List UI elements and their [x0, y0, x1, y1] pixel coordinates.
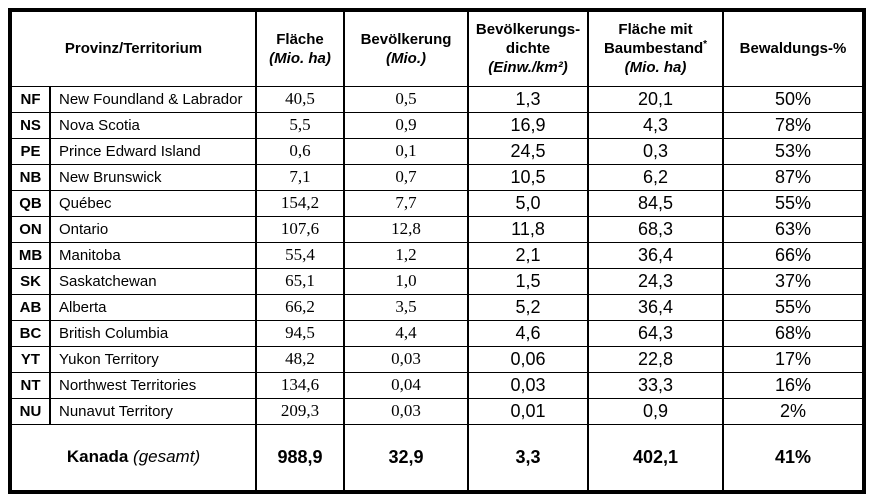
canada-forest-table	[8, 8, 866, 494]
province-name: Prince Edward Island	[50, 138, 256, 164]
forest-pct-value: 87%	[723, 164, 864, 190]
area-value: 94,5	[256, 320, 344, 346]
forest-pct-value: 63%	[723, 216, 864, 242]
population-value: 0,03	[344, 398, 468, 424]
header-row	[10, 10, 864, 86]
province-code: YT	[10, 346, 50, 372]
forest-pct-value: 37%	[723, 268, 864, 294]
forest-pct-value: 68%	[723, 320, 864, 346]
footnote-asterisk: *	[703, 39, 708, 51]
province-code: MB	[10, 242, 50, 268]
area-value: 209,3	[256, 398, 344, 424]
province-name: Manitoba	[50, 242, 256, 268]
forest-area-value: 20,1	[588, 86, 723, 112]
population-value: 0,5	[344, 86, 468, 112]
density-value: 2,1	[468, 242, 588, 268]
province-name: Nunavut Territory	[50, 398, 256, 424]
province-code: ON	[10, 216, 50, 242]
forest-area-value: 6,2	[588, 164, 723, 190]
density-value: 0,03	[468, 372, 588, 398]
province-code: NF	[10, 86, 50, 112]
population-value: 0,9	[344, 112, 468, 138]
col-header-population: Bevölkerung (Mio.)	[344, 10, 468, 86]
population-value: 7,7	[344, 190, 468, 216]
forest-pct-value: 78%	[723, 112, 864, 138]
table-row	[10, 112, 864, 138]
table-row	[10, 242, 864, 268]
population-value: 12,8	[344, 216, 468, 242]
province-name: New Foundland & Labrador	[50, 86, 256, 112]
table-row	[10, 398, 864, 424]
population-value: 1,2	[344, 242, 468, 268]
table-row	[10, 346, 864, 372]
province-name: Northwest Territories	[50, 372, 256, 398]
forest-area-value: 4,3	[588, 112, 723, 138]
province-name: Saskatchewan	[50, 268, 256, 294]
table-row	[10, 268, 864, 294]
population-value: 4,4	[344, 320, 468, 346]
forest-pct-value: 53%	[723, 138, 864, 164]
density-value: 16,9	[468, 112, 588, 138]
table-row	[10, 164, 864, 190]
province-code: NT	[10, 372, 50, 398]
density-value: 4,6	[468, 320, 588, 346]
table-row	[10, 216, 864, 242]
area-value: 65,1	[256, 268, 344, 294]
area-value: 66,2	[256, 294, 344, 320]
table-row	[10, 294, 864, 320]
col-header-province	[10, 10, 256, 86]
total-area-value: 988,9	[256, 424, 344, 492]
province-code: QB	[10, 190, 50, 216]
col-header-province-label: Provinz/Territorium	[64, 40, 203, 58]
area-value: 134,6	[256, 372, 344, 398]
population-value: 0,03	[344, 346, 468, 372]
area-value: 40,5	[256, 86, 344, 112]
province-code: AB	[10, 294, 50, 320]
total-label	[10, 424, 256, 492]
province-name: Ontario	[50, 216, 256, 242]
density-value: 1,5	[468, 268, 588, 294]
col-header-density: Bevölkerungs- dichte (Einw./km²)	[468, 10, 588, 86]
density-value: 0,01	[468, 398, 588, 424]
area-value: 5,5	[256, 112, 344, 138]
table-body	[10, 86, 864, 492]
forest-area-value: 0,9	[588, 398, 723, 424]
forest-area-value: 68,3	[588, 216, 723, 242]
forest-pct-value: 17%	[723, 346, 864, 372]
area-value: 55,4	[256, 242, 344, 268]
province-name: Yukon Territory	[50, 346, 256, 372]
forest-area-value: 33,3	[588, 372, 723, 398]
table-row	[10, 372, 864, 398]
total-forest-area-value: 402,1	[588, 424, 723, 492]
table-header	[10, 10, 864, 86]
total-label-bold: Kanada	[66, 447, 129, 467]
province-code: PE	[10, 138, 50, 164]
density-value: 24,5	[468, 138, 588, 164]
table-row	[10, 138, 864, 164]
table-row	[10, 190, 864, 216]
forest-area-value: 36,4	[588, 242, 723, 268]
forest-pct-value: 66%	[723, 242, 864, 268]
province-name: British Columbia	[50, 320, 256, 346]
province-code: NB	[10, 164, 50, 190]
total-label-italic: (gesamt)	[133, 447, 201, 467]
area-value: 48,2	[256, 346, 344, 372]
population-value: 0,04	[344, 372, 468, 398]
col-header-forest-pct: Bewaldungs-%	[723, 10, 864, 86]
forest-area-value: 22,8	[588, 346, 723, 372]
population-value: 0,7	[344, 164, 468, 190]
forest-pct-value: 16%	[723, 372, 864, 398]
population-value: 1,0	[344, 268, 468, 294]
density-value: 5,0	[468, 190, 588, 216]
province-name: Nova Scotia	[50, 112, 256, 138]
province-code: SK	[10, 268, 50, 294]
density-value: 10,5	[468, 164, 588, 190]
province-name: Alberta	[50, 294, 256, 320]
density-value: 0,06	[468, 346, 588, 372]
density-value: 11,8	[468, 216, 588, 242]
forest-pct-value: 2%	[723, 398, 864, 424]
forest-area-value: 64,3	[588, 320, 723, 346]
province-code: NS	[10, 112, 50, 138]
area-value: 107,6	[256, 216, 344, 242]
total-row	[10, 424, 864, 492]
province-name: New Brunswick	[50, 164, 256, 190]
forest-area-value: 24,3	[588, 268, 723, 294]
forest-area-value: 84,5	[588, 190, 723, 216]
col-header-forest-area: Fläche mit Baumbestand* (Mio. ha)	[588, 10, 723, 86]
forest-pct-value: 50%	[723, 86, 864, 112]
forest-area-value: 36,4	[588, 294, 723, 320]
forest-pct-value: 55%	[723, 294, 864, 320]
total-population-value: 32,9	[344, 424, 468, 492]
table-row	[10, 320, 864, 346]
forest-pct-value: 55%	[723, 190, 864, 216]
forest-area-value: 0,3	[588, 138, 723, 164]
total-density-value: 3,3	[468, 424, 588, 492]
total-forest-pct-value: 41%	[723, 424, 864, 492]
area-value: 0,6	[256, 138, 344, 164]
density-value: 5,2	[468, 294, 588, 320]
population-value: 3,5	[344, 294, 468, 320]
province-code: NU	[10, 398, 50, 424]
table-row	[10, 86, 864, 112]
density-value: 1,3	[468, 86, 588, 112]
area-value: 7,1	[256, 164, 344, 190]
province-name: Québec	[50, 190, 256, 216]
province-code: BC	[10, 320, 50, 346]
population-value: 0,1	[344, 138, 468, 164]
area-value: 154,2	[256, 190, 344, 216]
col-header-area: Fläche (Mio. ha)	[256, 10, 344, 86]
